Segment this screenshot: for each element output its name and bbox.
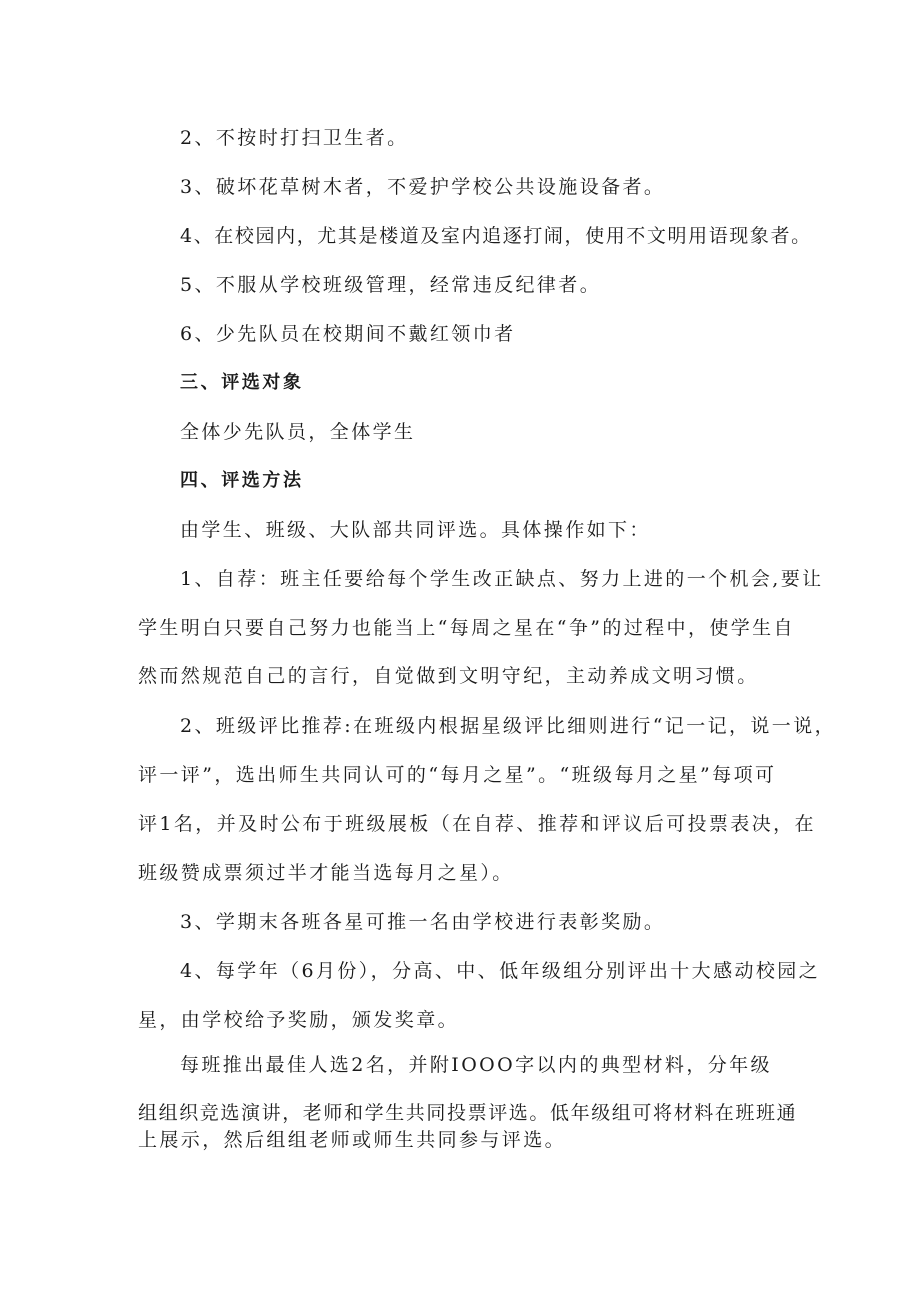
- paragraph-line: 上展示，然后组组老师或师生共同参与评选。: [138, 1129, 567, 1151]
- paragraph-line: 每班推出最佳人选2名，并附IOOO字以内的典型材料，分年级: [180, 1054, 772, 1076]
- paragraph-line: 星，由学校给予奖励，颁发奖章。: [138, 1009, 460, 1031]
- section-heading-4: 四、评选方法: [180, 470, 304, 491]
- section-heading-3: 三、评选对象: [180, 372, 304, 393]
- paragraph-line: 4、每学年（6月份），分高、中、低年级组分别评出十大感动校园之: [180, 960, 821, 982]
- rule-item-2: 2、不按时打扫卫生者。: [180, 127, 409, 149]
- paragraph-line: 学生明白只要自己努力也能当上“每周之星在“争”的过程中，使学生自: [138, 617, 795, 639]
- rule-item-6: 6、少先队员在校期间不戴红领巾者: [180, 323, 516, 345]
- paragraph-line: 组组织竞选演讲，老师和学生共同投票评选。低年级组可将材料在班班通: [138, 1102, 798, 1124]
- paragraph-line: 3、学期末各班各星可推一名由学校进行表彰奖励。: [180, 911, 666, 933]
- paragraph-line: 1、自荐：班主任要给每个学生改正缺点、努力上进的一个机会,要让: [180, 568, 824, 590]
- rule-item-4: 4、在校园内，尤其是楼道及室内追逐打闹，使用不文明用语现象者。: [180, 225, 812, 247]
- paragraph-line: 然而然规范自己的言行，自觉做到文明守纪，主动养成文明习惯。: [138, 665, 759, 687]
- paragraph-line: 由学生、班级、大队部共同评选。具体操作如下：: [180, 519, 651, 541]
- paragraph-line: 班级赞成票须过半才能当选每月之星）。: [138, 862, 514, 884]
- paragraph-line: 评1名，并及时公布于班级展板（在自荐、推荐和评议后可投票表决，在: [138, 813, 816, 835]
- rule-item-5: 5、不服从学校班级管理，经常违反纪律者。: [180, 274, 602, 296]
- paragraph-line: 全体少先队员，全体学生: [180, 421, 416, 443]
- rule-item-3: 3、破坏花草树木者，不爱护学校公共设施设备者。: [180, 176, 666, 198]
- paragraph-line: 评一评”，选出师生共同认可的“每月之星”。“班级每月之星”每项可: [138, 764, 777, 786]
- paragraph-line: 2、班级评比推荐:在班级内根据星级评比细则进行“记一记，说一说，: [180, 715, 837, 737]
